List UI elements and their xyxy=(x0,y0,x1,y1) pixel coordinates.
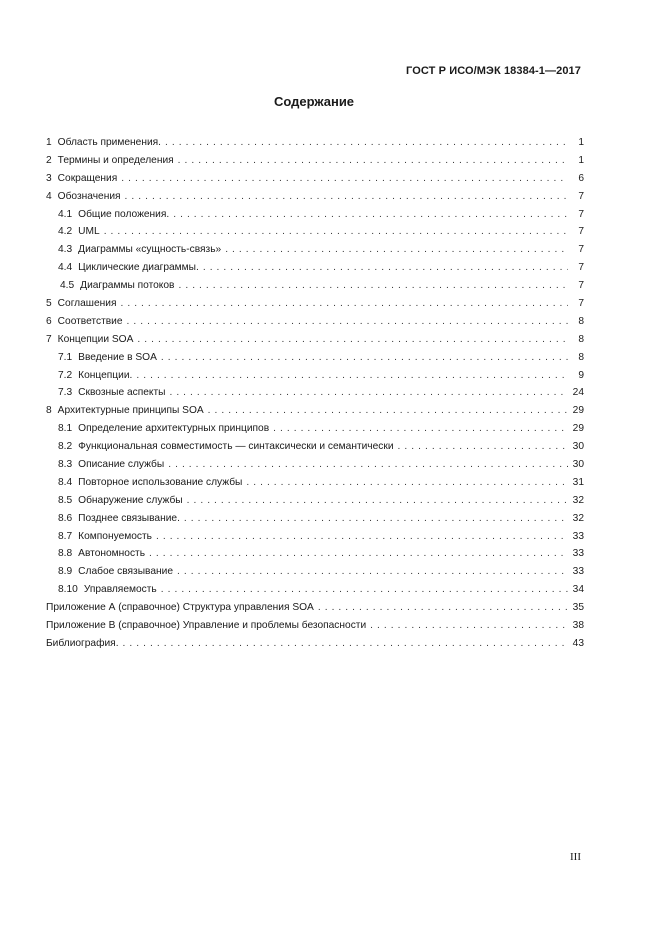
toc-entry[interactable] xyxy=(46,477,584,495)
toc-entry-number: 4.5 xyxy=(60,280,75,292)
toc-entry[interactable] xyxy=(46,191,584,209)
toc-entry[interactable] xyxy=(46,405,584,423)
toc-entry-label: Концепции SOA xyxy=(57,333,134,345)
toc-entry-number: 4.4 xyxy=(58,262,73,274)
toc-entry-number: 7.3 xyxy=(58,387,73,399)
toc-leader-dots xyxy=(161,584,568,595)
toc-entry-number: 8.1 xyxy=(58,423,73,435)
toc-entry-number: 8.4 xyxy=(58,476,73,488)
toc-entry-label: Концепции. xyxy=(78,369,133,381)
toc-entry[interactable] xyxy=(46,155,584,173)
toc-leader-dots xyxy=(161,352,568,363)
toc-entry-label: Соответствие xyxy=(57,315,123,327)
toc-entry-label: Область применения. xyxy=(57,137,161,148)
toc-entry[interactable] xyxy=(46,209,584,227)
toc-entry-label: Сокращения xyxy=(57,172,118,184)
toc-entry[interactable] xyxy=(46,316,584,334)
toc-entry[interactable] xyxy=(46,280,584,298)
toc-entry-page: 6 xyxy=(578,172,584,184)
toc-leader-dots xyxy=(120,298,568,309)
toc-leader-dots xyxy=(156,531,568,542)
toc-leader-dots xyxy=(137,334,568,345)
toc-entry-number: 8.3 xyxy=(58,459,73,471)
toc-entry-page: 8 xyxy=(578,315,584,327)
toc-entry[interactable] xyxy=(46,566,584,584)
toc-entry[interactable] xyxy=(46,352,584,370)
toc-leader-dots xyxy=(225,244,568,255)
toc-leader-dots xyxy=(165,137,568,148)
toc-entry-page: 43 xyxy=(572,637,584,649)
toc-entry-page: 33 xyxy=(572,530,584,542)
toc-entry-label: Диаграммы потоков xyxy=(80,280,175,292)
toc-entry-number: 8.7 xyxy=(58,530,73,542)
toc-entry-page: 8 xyxy=(578,351,584,363)
toc-entry-page: 24 xyxy=(572,387,584,399)
toc-entry-number: 7.2 xyxy=(58,369,73,381)
toc-entry-label: Обозначения xyxy=(57,190,121,202)
toc-entry-number: 2 xyxy=(46,154,52,166)
toc-entry[interactable] xyxy=(46,137,584,155)
toc-entry-number: 8.5 xyxy=(58,494,73,506)
toc-entry-number: 6 xyxy=(46,315,52,327)
toc-entry-number: 8.9 xyxy=(58,566,73,578)
toc-entry-label: Введение в SOA xyxy=(78,351,157,363)
toc-entry[interactable] xyxy=(46,244,584,262)
toc-leader-dots xyxy=(178,155,568,166)
toc-leader-dots xyxy=(273,423,568,434)
toc-entry[interactable] xyxy=(46,602,584,620)
toc-entry[interactable] xyxy=(46,262,584,280)
toc-entry-label: Библиография. xyxy=(46,637,119,649)
page-number: III xyxy=(570,851,581,863)
toc-leader-dots xyxy=(127,316,568,327)
toc-leader-dots xyxy=(169,387,568,398)
toc-entry[interactable] xyxy=(46,370,584,388)
toc-entry[interactable] xyxy=(46,173,584,191)
toc-entry-label: Управляемость xyxy=(83,584,157,596)
toc-entry-page: 7 xyxy=(578,208,584,220)
toc-entry-label: UML xyxy=(78,226,100,238)
toc-entry-number: 4.3 xyxy=(58,244,73,256)
toc-entry-number: 5 xyxy=(46,298,52,310)
toc-entry-page: 30 xyxy=(572,459,584,471)
toc-entry-label: Циклические диаграммы. xyxy=(78,262,199,274)
toc-leader-dots xyxy=(104,226,568,237)
toc-entry-number: 8.10 xyxy=(58,584,78,596)
toc-entry-label: Сквозные аспекты xyxy=(78,387,166,399)
toc-entry[interactable] xyxy=(46,638,584,656)
toc-leader-dots xyxy=(149,548,568,559)
toc-entry-label: Общие положения. xyxy=(78,208,170,220)
toc-entry-page: 7 xyxy=(578,226,584,238)
toc-entry-page: 38 xyxy=(572,620,584,632)
toc-entry-page: 1 xyxy=(578,154,584,166)
toc-entry-label: Диаграммы «сущность-связь» xyxy=(78,244,222,256)
toc-entry-page: 30 xyxy=(572,441,584,453)
toc-entry[interactable] xyxy=(46,334,584,352)
toc-entry-page: 7 xyxy=(578,298,584,310)
toc-entry-number: 7 xyxy=(46,333,52,345)
toc-entry-page: 7 xyxy=(578,280,584,292)
toc-leader-dots xyxy=(370,620,568,631)
toc-entry[interactable] xyxy=(46,620,584,638)
toc-entry[interactable] xyxy=(46,459,584,477)
toc-entry[interactable] xyxy=(46,441,584,459)
toc-leader-dots xyxy=(203,262,568,273)
toc-leader-dots xyxy=(398,441,568,452)
toc-entry[interactable] xyxy=(46,387,584,405)
toc-entry-page: 33 xyxy=(572,548,584,560)
toc-entry-page: 32 xyxy=(572,512,584,524)
toc-entry-number: 7.1 xyxy=(58,351,73,363)
toc-entry-page: 35 xyxy=(572,602,584,614)
toc-leader-dots xyxy=(136,370,568,381)
toc-leader-dots xyxy=(168,459,568,470)
toc-entry[interactable] xyxy=(46,298,584,316)
toc-leader-dots xyxy=(121,173,568,184)
toc-entry-page: 29 xyxy=(572,423,584,435)
toc-entry-label: Слабое связывание xyxy=(78,566,173,578)
toc-leader-dots xyxy=(187,495,568,506)
toc-entry[interactable] xyxy=(46,495,584,513)
toc-entry[interactable] xyxy=(46,531,584,549)
toc-entry-page: 31 xyxy=(572,476,584,488)
toc-entry-number: 8.2 xyxy=(58,441,73,453)
toc-entry-label: Обнаружение службы xyxy=(78,494,183,506)
toc-entry[interactable] xyxy=(46,548,584,566)
toc-leader-dots xyxy=(208,405,568,416)
toc-entry-number: 8.6 xyxy=(58,512,73,524)
toc-leader-dots xyxy=(177,566,568,577)
toc-entry-page: 9 xyxy=(578,369,584,381)
toc-title: Содержание xyxy=(273,94,355,109)
toc-entry-page: 29 xyxy=(572,405,584,417)
toc-entry-page: 1 xyxy=(578,137,584,148)
toc-entry-number: 3 xyxy=(46,172,52,184)
toc-entry-label: Описание службы xyxy=(78,459,165,471)
toc-entry-label: Приложение В (справочное) Управление и проблемы безопасности xyxy=(46,620,367,632)
toc-entry-number: 8 xyxy=(46,405,52,417)
toc-entry-number: 1 xyxy=(46,137,52,148)
toc-entry-label: Повторное использование службы xyxy=(78,476,243,488)
toc-entry-page: 7 xyxy=(578,244,584,256)
toc-entry-number: 8.8 xyxy=(58,548,73,560)
toc-entry-label: Функциональная совместимость — синтаксически и семантически xyxy=(78,441,394,453)
toc-entry-page: 34 xyxy=(572,584,584,596)
toc-leader-dots xyxy=(173,209,568,220)
toc-leader-dots xyxy=(246,477,568,488)
toc-entry-label: Автономность xyxy=(78,548,146,560)
toc-entry-label: Приложение А (справочное) Структура управления SOA xyxy=(46,602,314,614)
toc-entry-label: Термины и определения xyxy=(57,154,174,166)
toc-entry-number: 4.1 xyxy=(58,208,73,220)
toc-entry-label: Позднее связывание. xyxy=(78,512,180,524)
toc-entry-page: 33 xyxy=(572,566,584,578)
toc-entry[interactable] xyxy=(46,226,584,244)
document-code-header: ГОСТ Р ИСО/МЭК 18384-1—2017 xyxy=(406,65,581,77)
toc-entry-page: 7 xyxy=(578,262,584,274)
toc-leader-dots xyxy=(178,280,568,291)
toc-entry-page: 7 xyxy=(578,190,584,202)
toc-leader-dots xyxy=(318,602,568,613)
toc-entry-page: 32 xyxy=(572,494,584,506)
table-of-contents xyxy=(46,137,584,656)
toc-entry-number: 4.2 xyxy=(58,226,73,238)
toc-leader-dots xyxy=(123,638,568,649)
toc-entry-label: Определение архитектурных принципов xyxy=(78,423,270,435)
toc-entry-label: Компонуемость xyxy=(78,530,152,542)
toc-entry[interactable] xyxy=(46,513,584,531)
toc-entry-label: Архитектурные принципы SOA xyxy=(57,405,204,417)
toc-entry-label: Соглашения xyxy=(57,298,117,310)
toc-entry-number: 4 xyxy=(46,190,52,202)
toc-leader-dots xyxy=(125,191,568,202)
toc-entry[interactable] xyxy=(46,423,584,441)
toc-entry[interactable] xyxy=(46,584,584,602)
toc-entry-page: 8 xyxy=(578,333,584,345)
toc-leader-dots xyxy=(184,513,568,524)
